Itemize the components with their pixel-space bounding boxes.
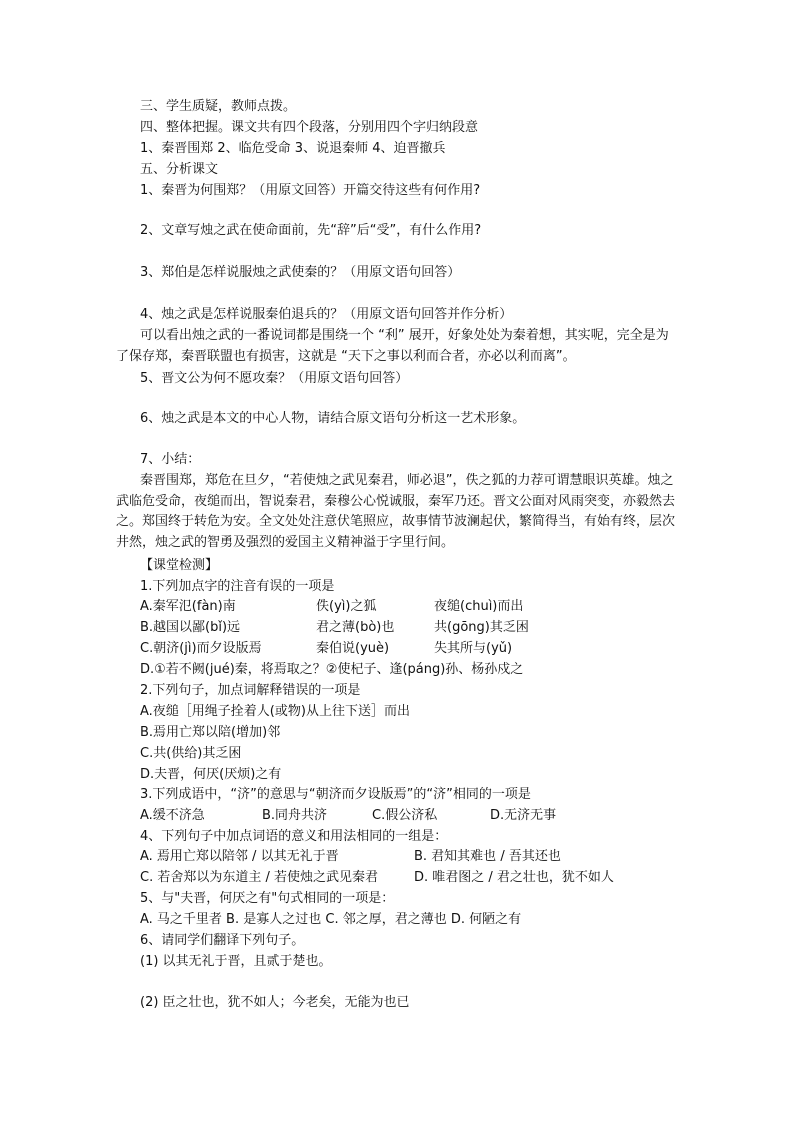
exercise-3-option-b: B.同舟共济 <box>262 808 328 823</box>
exercise-1-option-d: D.①若不阙(jué)秦，将焉取之？②使杞子、逢(páng)孙、杨孙戍之 <box>140 662 524 677</box>
exercise-4-option-b: B. 君知其难也 / 吾其还也 <box>414 849 561 864</box>
question-4-analysis: 可以看出烛之武的一番说词都是围绕一个 “利” 展开，好象处处为秦着想，其实呢，完全是为了保存郑，秦晋联盟也有损害，这就是 “天下之事以利而合者，亦必以利而离”。 <box>116 328 669 364</box>
question-4: 4、烛之武是怎样说服秦伯退兵的？（用原文语句回答并作分析） <box>140 307 513 322</box>
exercise-4-option-c: C. 若舍郑以为东道主 / 若使烛之武见秦君 <box>140 870 378 885</box>
exercise-1-option-b2: 君之薄(bò)也 <box>316 620 395 635</box>
exercise-1-option-c3: 失其所与(yǔ) <box>434 641 513 656</box>
exercise-1-option-b1: B.越国以鄙(bǐ)远 <box>140 620 241 635</box>
section-4-heading: 四、整体把握。课文共有四个段落，分别用四个字归纳段意 <box>140 120 479 135</box>
exercise-1-option-c1: C.朝济(jì)而夕设版焉 <box>140 641 262 656</box>
section-5-heading: 五、分析课文 <box>140 162 219 177</box>
exercise-1-option-a1: A.秦军氾(fàn)南 <box>140 599 236 614</box>
exercise-1-option-c2: 秦伯说(yuè) <box>316 641 390 656</box>
exercise-4-option-d: D. 唯君图之 / 君之壮也，犹不如人 <box>414 870 614 885</box>
exercise-5: 5、与"夫晋，何厌之有"句式相同的一项是： <box>140 891 395 906</box>
exercise-4: 4、下列句子中加点词语的意义和用法相同的一组是： <box>140 829 448 844</box>
question-6: 6、烛之武是本文的中心人物，请结合原文语句分析这一艺术形象。 <box>140 411 526 426</box>
exercise-6-sentence-2: (2) 臣之壮也，犹不如人；今老矣，无能为也已 <box>140 995 410 1010</box>
exercise-1-option-a3: 夜缒(chuì)而出 <box>434 599 524 614</box>
exercise-1: 1.下列加点字的注音有误的一项是 <box>140 579 335 594</box>
exercise-2-option-a: A.夜缒［用绳子拴着人(或物)从上往下送］而出 <box>140 704 410 719</box>
summary-paragraph: 秦晋围郑，郑危在旦夕，“若使烛之武见秦君，师必退”，佚之狐的力荐可谓慧眼识英雄。烛之武临危受命，夜缒而出，智说秦君，秦穆公心悦诚服，秦军乃还。晋文公面对风雨突变，亦毅然去之。郑国终于转危为安。全文处处注意伏笔照应，故事情节波澜起伏，繁简得当，有始有终，层次井然，烛之武的智勇及强烈的爱国主义精神溢于字里行间。 <box>116 473 676 550</box>
section-3-heading: 三、学生质疑，教师点拨。 <box>140 99 297 114</box>
exercise-2-option-b: B.焉用亡郑以陪(增加)邻 <box>140 725 281 740</box>
exercise-3-option-c: C.假公济私 <box>372 808 438 823</box>
question-2: 2、文章写烛之武在使命面前，先“辞”后“受”，有什么作用? <box>140 223 482 238</box>
exercise-1-option-a2: 佚(yì)之狐 <box>316 599 377 614</box>
exercise-2: 2.下列句子，加点词解释错误的一项是 <box>140 683 361 698</box>
summary-heading: 7、小结： <box>140 452 201 467</box>
exercise-5-options: A. 马之千里者 B. 是寡人之过也 C. 邻之厚，君之薄也 D. 何陋之有 <box>140 912 522 927</box>
exercise-2-option-c: C.共(供给)其乏困 <box>140 746 242 761</box>
question-5: 5、晋文公为何不愿攻秦？（用原文语句回答） <box>140 371 409 386</box>
class-check-heading: 【课堂检测】 <box>140 558 219 573</box>
section-4-outline: 1、秦晋围郑 2、临危受命 3、说退秦师 4、迫晋撤兵 <box>140 141 446 156</box>
exercise-3-option-d: D.无济无事 <box>490 808 557 823</box>
exercise-3: 3.下列成语中，“济”的意思与“朝济而夕设版焉”的“济”相同的一项是 <box>140 787 531 802</box>
exercise-6: 6、请同学们翻译下列句子。 <box>140 933 305 948</box>
exercise-6-sentence-1: (1) 以其无礼于晋，且贰于楚也。 <box>140 954 332 969</box>
exercise-1-option-b3: 共(gōng)其乏困 <box>434 620 529 635</box>
question-3: 3、郑伯是怎样说服烛之武使秦的？（用原文语句回答） <box>140 265 461 280</box>
exercise-3-option-a: A.缓不济急 <box>140 808 205 823</box>
exercise-2-option-d: D.夫晋，何厌(厌烦)之有 <box>140 767 282 782</box>
question-1: 1、秦晋为何围郑？（用原文回答）开篇交待这些有何作用? <box>140 183 481 198</box>
exercise-4-option-a: A. 焉用亡郑以陪邻 / 以其无礼于晋 <box>140 849 339 864</box>
